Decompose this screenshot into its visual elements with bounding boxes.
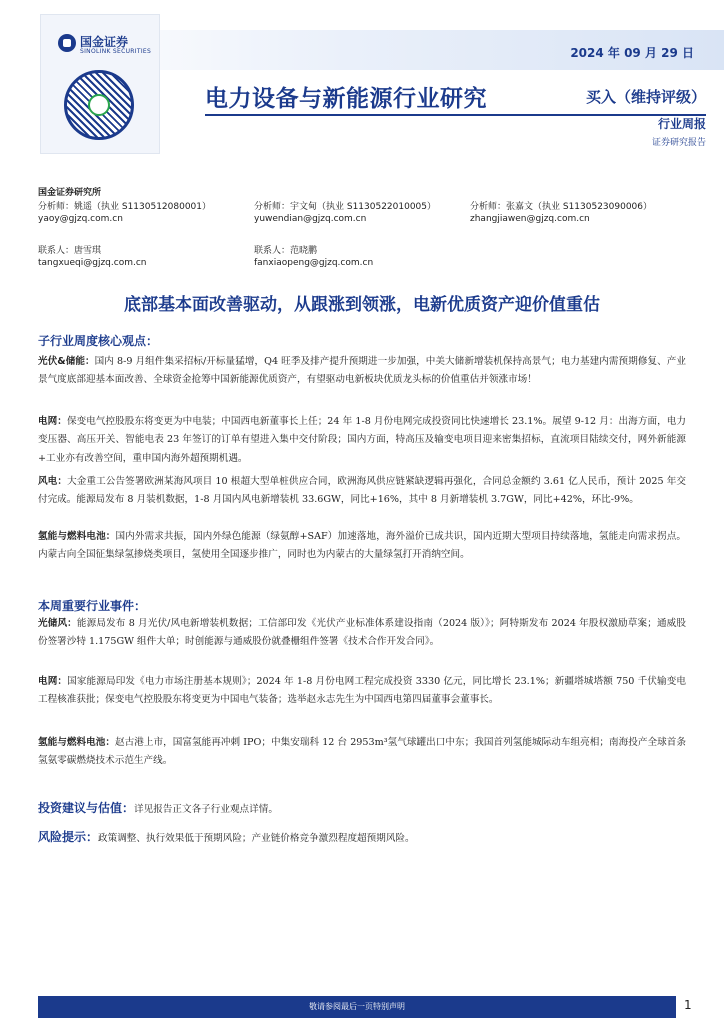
report-date: 2024 年 09 月 29 日	[570, 46, 694, 60]
advice-label: 投资建议与估值：	[38, 801, 135, 815]
item-text: 国内 8-9 月组件集采招标/开标量猛增，Q4 旺季及排产提升预期进一步加强，中美大储新增装机保持高景气；电力基建内需预期修复、产业景气度底部迎基本面改善、全球资金抢筹中国新能源优质资产，有望驱动电新板块优质龙头标的价值重估并领涨市场！	[38, 356, 686, 386]
report-kind: 行业周报	[657, 117, 706, 131]
institute-name: 国金证券研究所	[38, 188, 102, 198]
headline: 底部基本面改善驱动，从跟涨到领涨，电新优质资产迎价值重估	[124, 295, 600, 315]
analyst-email[interactable]: yuwendian@gjzq.com.cn	[254, 214, 367, 224]
item-label: 氢能与燃料电池：	[38, 737, 116, 748]
analyst-email[interactable]: zhangjiawen@gjzq.com.cn	[470, 214, 590, 224]
core-item-pv	[38, 353, 686, 390]
item-label: 光伏&储能：	[38, 356, 95, 367]
analyst-name: 分析师：姚遥（执业 S1130512080001）	[38, 202, 212, 212]
contact-name: 联系人：唐雪琪	[38, 246, 102, 256]
item-text: 保变电气控股股东将变更为中电装；中国西电新董事长上任；24 年 1-8 月份电网完成投资同比快速增长 23.1%。展望 9-12 月：出海方面，电力变压器、高压开关、智能电表 23 年签订的订单有望进入集中交付阶段；国内方面，特高压及输变电项目迎来密集招标，直流项目陆续交付，网外新能源+工业亦有改善空间，重申国内海外超预期机遇。	[38, 416, 687, 464]
analyst-name: 分析师：宇文甸（执业 S1130522010005）	[254, 202, 437, 212]
advice-text: 详见报告正文各子行业观点详情。	[134, 804, 278, 815]
core-item-hydrogen	[38, 528, 686, 565]
core-item-wind	[38, 473, 686, 510]
risk-text: 政策调整、执行效果低于预期风险；产业链价格竞争激烈程度超预期风险。	[98, 833, 415, 844]
item-text: 大金重工公告签署欧洲某海风项目 10 根超大型单桩供应合同，欧洲海风供应链紧缺逻辑再强化，合同总金额约 3.61 亿人民币，预计 2025 年交付完成。能源局发布 8 月装机数据，1-8 月国内风电新增装机 33.6GW，同比+16%，其中 8 月新增装机 3.7GW，同比+42%，环比-9%。	[38, 476, 687, 506]
item-label: 氢能与燃料电池：	[38, 531, 116, 542]
risk-label: 风险提示：	[38, 830, 99, 844]
risk-line	[38, 828, 686, 848]
item-label: 光储风：	[38, 618, 77, 629]
item-label: 电网：	[38, 416, 67, 427]
item-text: 国家能源局印发《电力市场注册基本规则》；2024 年 1-8 月份电网工程完成投资 3330 亿元，同比增长 23.1%；新疆塔城塔额 750 千伏输变电工程核准获批；保变电气控股股东将变更为中国电气装备；选举赵永志先生为中国西电第四届董事会董事长。	[38, 676, 687, 706]
page-title: 电力设备与新能源行业研究	[205, 86, 487, 112]
item-text: 能源局发布 8 月光伏/风电新增装机数据；工信部印发《光伏产业标准体系建设指南（2024 版）》；阿特斯发布 2024 年股权激励草案；通威股份签署沙特 1.175GW 组件大单；时创能源与通威股份就叠栅组件签署《技术合作开发合同》。	[38, 618, 686, 648]
logo-cn: 国金证券	[80, 35, 129, 49]
qr-center-icon	[88, 94, 110, 116]
report-type: 证券研究报告	[651, 138, 706, 148]
core-item-grid	[38, 413, 686, 468]
logo-icon	[58, 34, 76, 52]
header-divider	[205, 114, 706, 116]
section-title-events: 本周重要行业事件：	[38, 599, 147, 613]
item-label: 风电：	[38, 476, 68, 487]
item-label: 电网：	[38, 676, 68, 687]
contact-email[interactable]: tangxueqi@gjzq.com.cn	[38, 258, 147, 268]
event-item-pv	[38, 615, 686, 652]
rating-badge: 买入（维持评级）	[585, 88, 706, 106]
item-text: 赵古港上市，国富氢能再冲刺 IPO；中集安瑞科 12 台 2953m³氢气球罐出口中东；我国首列氢能城际动车组亮相；南海投产全球首条氢氨零碳燃烧技术示范生产线。	[38, 737, 686, 767]
event-item-hydrogen	[38, 734, 686, 771]
contact-email[interactable]: fanxiaopeng@gjzq.com.cn	[254, 258, 374, 268]
page-number: 1	[684, 998, 692, 1012]
footer-disclaimer[interactable]: 敬请参阅最后一页特别声明	[309, 1002, 405, 1011]
logo-en: SINOLINK SECURITIES	[80, 48, 152, 55]
analyst-email[interactable]: yaoy@gjzq.com.cn	[38, 214, 123, 224]
analyst-name: 分析师：张嘉文（执业 S1130523090006）	[470, 202, 653, 212]
advice-line	[38, 799, 686, 819]
event-item-grid	[38, 673, 686, 710]
contact-name: 联系人：范晓鹏	[254, 246, 318, 256]
item-text: 国内外需求共振，国内外绿色能源（绿氨醇+SAF）加速落地，海外溢价已成共识，国内近期大型项目持续落地，氢能走向需求拐点。内蒙古向全国征集绿氢掺烧类项目，氢使用全国逐步推广，同时也为内蒙古的大量绿氢打开消纳空间。	[38, 531, 687, 561]
section-title-core: 子行业周度核心观点：	[38, 334, 159, 348]
